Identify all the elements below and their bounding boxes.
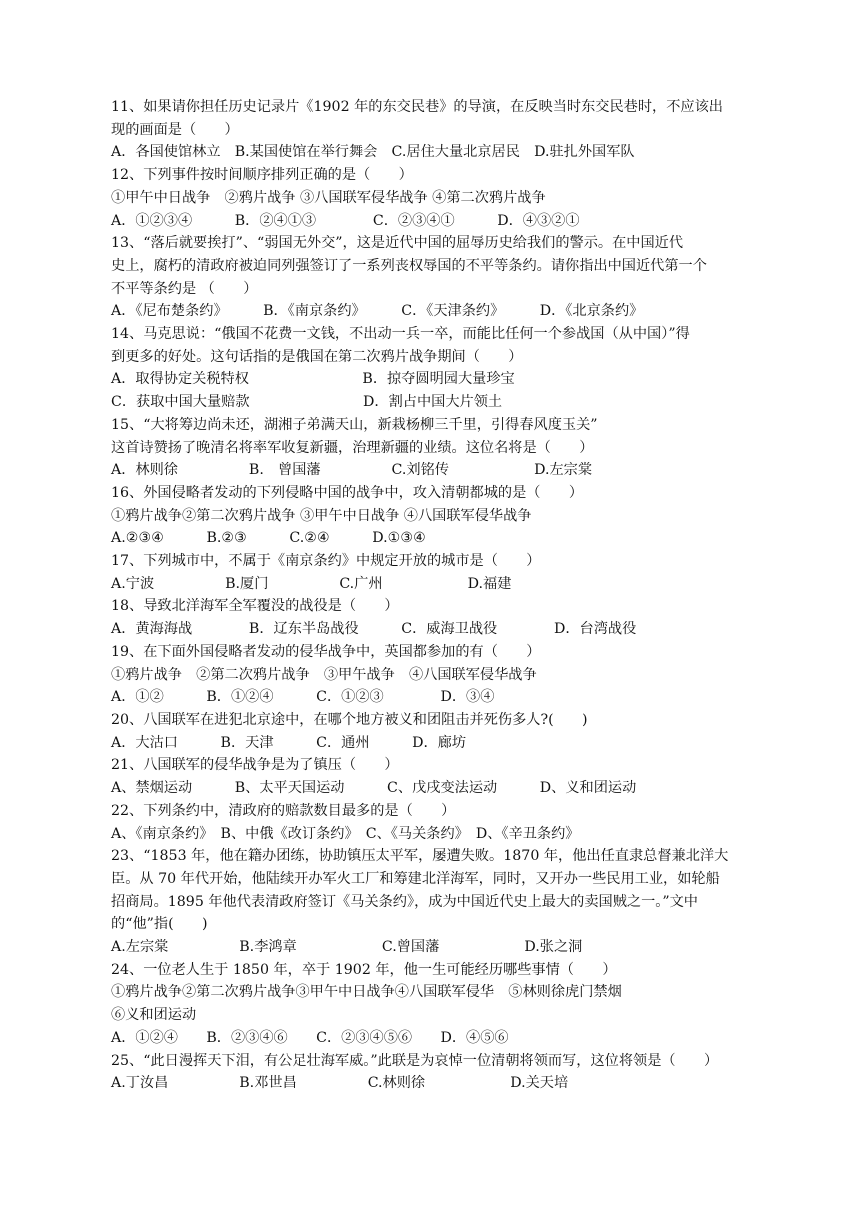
text-line: 的“他”指( )	[111, 916, 208, 933]
text-line: A．①②③④ B．②④①③ C．②③④① D．④③②①	[111, 212, 580, 229]
text-line: A．林则徐 B. 曾国藩 C.刘铭传 D.左宗棠	[111, 462, 593, 479]
text-line: A．各国使馆林立 B.某国使馆在举行舞会 C.居住大量北京居民 D.驻扎外国军队	[111, 144, 635, 161]
text-line: 11、如果请你担任历史记录片《1902 年的东交民巷》的导演，在反映当时东交民巷时，不应该出	[111, 99, 723, 115]
text-line: 15、“大将筹边尚未还，湖湘子弟满天山，新栽杨柳三千里，引得春风度玉关”	[111, 416, 598, 433]
text-line: 招商局。1895 年他代表清政府签订《马关条约》，成为中国近代史上最大的卖国贼之一。”文中	[111, 893, 698, 910]
text-line: 21、八国联军的侵华战争是为了镇压（ ）	[111, 757, 399, 774]
text-line: 14、马克思说：“俄国不花费一文钱，不出动一兵一卒，而能比任何一个参战国（从中国）”得	[111, 326, 690, 343]
text-line: 18、导致北洋海军全军覆没的战役是（ ）	[111, 598, 399, 615]
text-line: 13、“落后就要挨打”、“弱国无外交”，这是近代中国的屈辱历史给我们的警示。在中国近代	[111, 235, 684, 252]
text-line: 25、“此日漫挥天下泪，有公足壮海军威。”此联是为哀悼一位清朝将领而写，这位将领是（ ）	[111, 1052, 719, 1069]
text-line: 12、下列事件按时间顺序排列正确的是（ ）	[111, 167, 413, 184]
text-line: 这首诗赞扬了晚清名将率军收复新疆，治理新疆的业绩。这位名将是（ ）	[111, 439, 594, 456]
text-line: A、《南京条约》 B、中俄《改订条约》 C、《马关条约》 D、《辛丑条约》	[111, 825, 580, 842]
text-line: 22、下列条约中，清政府的赔款数目最多的是（ ）	[111, 802, 456, 819]
text-line: A．黄海海战 B．辽东半岛战役 C．威海卫战役 D．台湾战役	[111, 621, 637, 638]
text-line: A．取得协定关税特权 B．掠夺圆明园大量珍宝	[111, 371, 515, 388]
text-line: 17、下列城市中，不属于《南京条约》中规定开放的城市是（ ）	[111, 553, 541, 570]
text-line: 24、一位老人生于 1850 年，卒于 1902 年，他一生可能经历哪些事情（ ）	[111, 961, 617, 978]
text-line: ①鸦片战争②第二次鸦片战争③甲午中日战争④八国联军侵华 ⑤林则徐虎门禁烟	[111, 984, 622, 1001]
text-line: 19、在下面外国侵略者发动的侵华战争中，英国都参加的有（ ）	[111, 643, 541, 660]
text-line: 23、“1853 年，他在籍办团练，协助镇压太平军，屡遭失败。1870 年，他出任直隶总督兼北洋大	[111, 848, 729, 865]
text-line: A.②③④ B.②③ C.②④ D.①③④	[111, 530, 426, 547]
text-line: A．大沽口 B．天津 C．通州 D．廊坊	[111, 734, 467, 751]
text-line: A．《尼布楚条约》 B．《南京条约》 C．《天津条约》 D．《北京条约》	[111, 303, 644, 320]
text-line: A．①②④ B．②③④⑥ C．②③④⑤⑥ D．④⑤⑥	[111, 1029, 509, 1046]
text-line: 史上，腐朽的清政府被迫同列强签订了一系列丧权辱国的不平等条约。请你指出中国近代第一个	[111, 257, 707, 274]
text-line: ①鸦片战争②第二次鸦片战争 ③甲午中日战争 ④八国联军侵华战争	[111, 507, 532, 524]
text-line: ①鸦片战争 ②第二次鸦片战争 ③甲午战争 ④八国联军侵华战争	[111, 666, 537, 683]
text-line: ⑥义和团运动	[111, 1007, 197, 1024]
text-line: ①甲午中日战争 ②鸦片战争 ③八国联军侵华战争 ④第二次鸦片战争	[111, 189, 546, 206]
text-line: 臣。从 70 年代开始，他陆续开办军火工厂和筹建北洋海军，同时，又开办一些民用工业，如轮船	[111, 870, 720, 887]
text-line: 16、外国侵略者发动的下列侵略中国的战争中，攻入清朝都城的是（ ）	[111, 484, 584, 501]
question-text-block	[111, 96, 756, 1095]
text-line: A.宁波 B.厦门 C.广州 D.福建	[111, 575, 512, 592]
text-line: A.丁汝昌 B.邓世昌 C.林则徐 D.关天培	[111, 1075, 569, 1092]
text-line: 现的画面是（ ）	[111, 121, 239, 138]
text-line: A.左宗棠 B.李鸿章 C.曾国藩 D.张之洞	[111, 939, 583, 956]
text-line: A．①② B．①②④ C．①②③ D．③④	[111, 689, 495, 706]
text-line: 不平等条约是 （ ）	[111, 280, 258, 297]
text-line: 到更多的好处。这句话指的是俄国在第二次鸦片战争期间（ ）	[111, 348, 523, 365]
text-line: A、禁烟运动 B、太平天国运动 C、戊戌变法运动 D、义和团运动	[111, 780, 637, 797]
text-line: 20、八国联军在进犯北京途中，在哪个地方被义和团阻击并死伤多人?( )	[111, 711, 588, 728]
text-line: C．获取中国大量赔款 D．割占中国大片领土	[111, 394, 503, 411]
